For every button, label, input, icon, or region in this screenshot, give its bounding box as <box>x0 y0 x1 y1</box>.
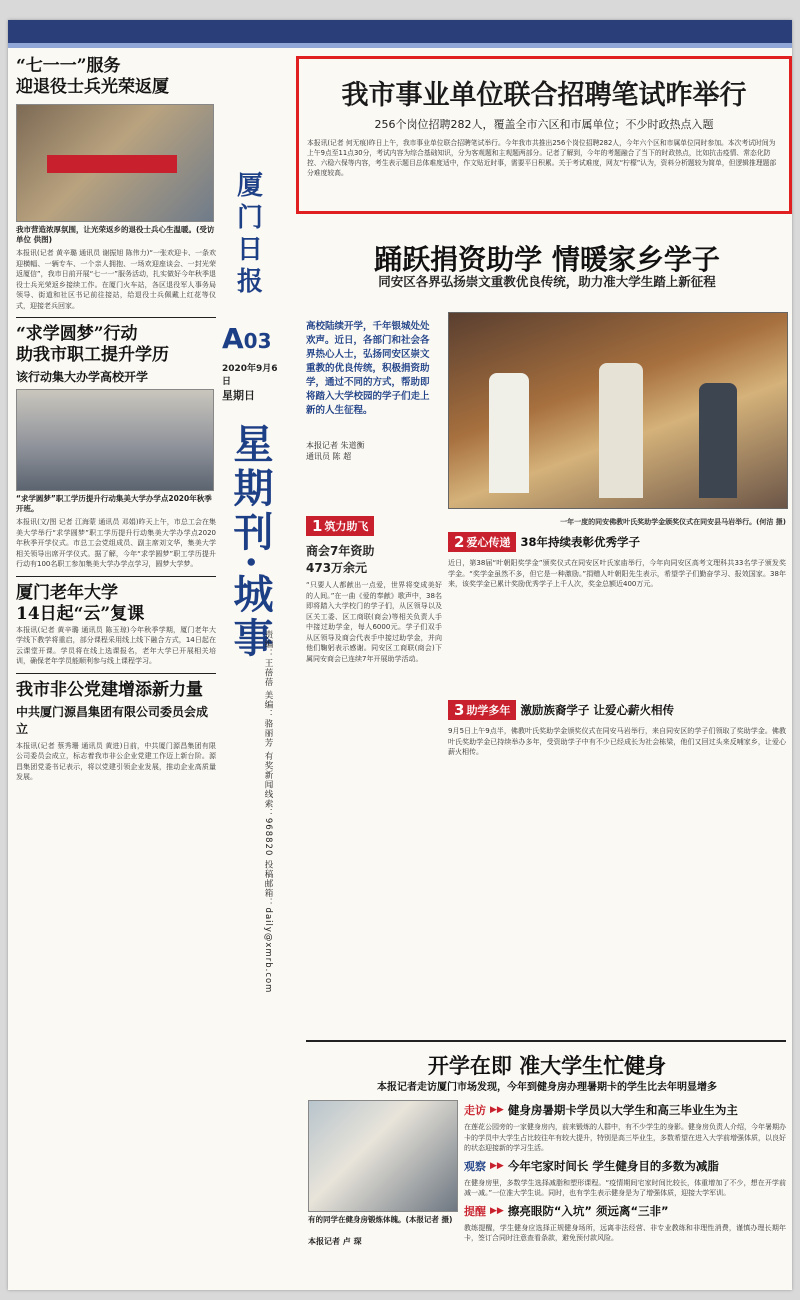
bottom-sec-2-header <box>464 1158 786 1174</box>
newspaper-logo: 厦门日报 <box>232 171 263 299</box>
photo-figure-center <box>599 363 643 498</box>
bottom-sec-3-header <box>464 1203 786 1219</box>
page-letter: A <box>222 322 244 355</box>
section-1-label-text: 筑力助飞 <box>324 520 369 533</box>
page-digits: 03 <box>243 329 272 353</box>
bottom-sections <box>464 1098 786 1244</box>
bottom-sec-3-tag: 提醒 <box>464 1204 486 1218</box>
article-study <box>16 324 216 570</box>
article-study-title-2: 助我市职工提升学历 <box>16 345 169 365</box>
section-3-body: 9月5日上午9点半，佛教叶氏奖助学金颁奖仪式在同安马岩举行，来自同安区的学子们领取了奖助学金。佛教叶氏奖助学金已持续举办多年，受资助学子中有不少已经成长为社会栋梁，他们又回过头来反哺家乡，让爱心薪火相传。 <box>448 727 786 756</box>
veterans-photo <box>16 104 214 222</box>
classroom-photo-caption: “求学圆梦”职工学历提升行动集美大学办学点2020年秋季开班。 <box>16 494 212 513</box>
bottom-sec-3-body: 教练提醒，学生健身应选择正规健身场所，远离非法经营、非专业教练和非理性消费，谨慎办理长期年卡，签订合同时注意查看条款，避免预付款风险。 <box>464 1223 786 1242</box>
award-photo-caption: 一年一度的同安佛教叶氏奖助学金颁奖仪式在同安县马岩举行。(何洁 摄) <box>560 518 786 526</box>
section-1-label <box>306 516 374 536</box>
divider <box>16 673 216 674</box>
article-party-title: 我市非公党建增添新力量 <box>16 679 203 700</box>
gym-photo-caption: 有的同学在健身房锻炼体魄。(本报记者 摄) <box>308 1215 453 1224</box>
bottom-sec-1-title: 健身房暑期卡学员以大学生和高三毕业生为主 <box>507 1103 738 1117</box>
section-3-headline: 激励族裔学子 让爱心薪火相传 <box>520 703 674 717</box>
elder-body: 本报讯(记者 黄辛璐 通讯员 陈玉琼)今年秋季学期，厦门老年大学线下教学将重启，部分课程采用线上线下融合方式，14日起在云课堂开课。学员将在线上选课报名，老年大学已开展相关培训，确保老年学员能顺利参与线上课程学习。 <box>16 625 216 665</box>
bottom-sec-1-body: 在莲花公园旁的一家健身房内，前来锻炼的人群中，有不少学生的身影。健身房负责人介绍，今年暑期办卡的学员中大学生占比较往年有较大提升，特别是高三毕业生，多数希望在进入大学前增强体质，以良好的状态迎接新的学习生活。 <box>464 1123 786 1152</box>
photo-figure-right <box>699 383 737 498</box>
section-2-number: 2 <box>454 533 465 551</box>
veterans-photo-caption: 我市营造浓厚氛围，让光荣返乡的退役士兵心生温暖。(受访单位 供图) <box>16 225 215 244</box>
feature-section-1 <box>306 516 442 664</box>
feature-lead: 高校陆续开学，千年银城处处欢声。近日，各部门和社会各界热心人士，弘扬同安区崇文重教的优良传统，积极捐资助学，通过不同的方式，帮助即将踏入大学校园的学子们走上新的人生征程。 <box>306 321 430 416</box>
article-study-subtitle: 该行动集大办学高校开学 <box>16 370 149 384</box>
bottom-sec-3-title: 擦亮眼防“入坑” 须远离“三非” <box>507 1203 669 1218</box>
top-story-body: 本报讯(记者 何无痕)昨日上午，我市事业单位联合招聘笔试举行。今年我市共推出256个岗位招聘282人，今年六个区和市属单位同时参加。本次考试时间为上午9点至11点30分，考试内容为综合基础知识，分为客观题和主观题两部分。记者了解到，今年的考题融合了当下的时政热点，比如抗击疫情、常态化防控、六稳六保等内容，考生表示题目总体难度适中，作文贴近时事，需要平日积累。关于考试难度，网友“柠檬”认为，资料分析题较为简单，但逻辑推理题部分难度较高。 <box>307 139 777 177</box>
section-1-body: “只要人人都献出一点爱，世界将变成美好的人间。”在一曲《爱的奉献》歌声中，38名即将踏入大学校门的学子们，从区领导以及区关工委、区工商联(商会)等相关负责人手中接过助学金，每人6000元。学子们双手从区领导及商会代表手中接过助学金，并向他们鞠躬表示感谢。同安区工商联(商会)下属同安商会已连续7年开展助学活动。 <box>306 581 442 663</box>
veterans-body: 本报讯(记者 黄辛璐 通讯员 谢振旭 陈伟力)“一张欢迎卡、一条欢迎横幅、一辆专车、一个亲人拥抱、一场欢迎座谈会、一封光荣返厦信”，我市日前开展“七一一”服务活动，扎实做好今年秋季退役士兵光荣返乡接续工作。在厦门火车站，各区退役军人事务局领导、街道和社区书记前往接站，给退役士兵佩戴上红花等仪式，迎接老兵回家。 <box>16 249 216 310</box>
section-title: 星期刊·城事 <box>227 423 274 661</box>
top-band-stripe <box>8 43 792 48</box>
section-3-label <box>448 700 516 720</box>
gym-photo <box>308 1100 458 1212</box>
feature-title: 踊跃捐资助学 情暖家乡学子 <box>374 243 720 276</box>
section-2-header <box>448 532 786 552</box>
top-story <box>296 56 792 214</box>
bottom-sec-1-header <box>464 1102 786 1118</box>
section-2-label <box>448 532 516 552</box>
bottom-divider <box>306 1040 786 1042</box>
bottom-sec-2-title: 今年宅家时间长 学生健身目的多数为减脂 <box>507 1158 719 1173</box>
article-elder-title: 厦门老年大学 <box>16 582 118 603</box>
divider <box>16 317 216 318</box>
section-3-header <box>448 700 786 720</box>
feature-reporter <box>306 440 438 462</box>
welcome-banner <box>47 155 177 173</box>
editor-credits: 责编：王蓓蓓 美编：骆丽芳 有奖新闻线索：968820 投稿邮箱：daily@xmrb.com <box>263 630 273 994</box>
section-3-number: 3 <box>454 701 465 719</box>
top-story-subtitle: 256个岗位招聘282人，覆盖全市六区和市属单位；不少时政热点入题 <box>374 118 714 131</box>
section-3-label-text: 助学多年 <box>466 704 511 717</box>
left-column <box>16 56 216 783</box>
article-party <box>16 680 216 783</box>
issue-weekday: 星期日 <box>222 389 255 402</box>
bottom-sec-2-body: 在健身房里，多数学生选择减脂和塑形课程。“疫情期间宅家时间比较长，体重增加了不少，想在开学前减一减。”一位准大学生说。同时，也有学生表示健身是为了增强体质，迎接大学军训。 <box>464 1178 786 1197</box>
feature-subtitle: 同安区各界弘扬崇文重教优良传统，助力准大学生踏上新征程 <box>378 274 716 289</box>
feature-correspondent: 通讯员 陈 超 <box>306 452 352 461</box>
divider <box>16 576 216 577</box>
article-party-subtitle: 中共厦门源昌集团有限公司委员会成立 <box>16 704 209 736</box>
article-elder-univ <box>16 583 216 667</box>
bottom-story-subtitle: 本报记者走访厦门市场发现，今年到健身房办理暑期卡的学生比去年明显增多 <box>377 1082 717 1093</box>
article-veterans-title: “七一一”服务 <box>16 56 121 76</box>
bottom-sec-1-tag: 走访 <box>464 1104 486 1117</box>
double-arrow-icon: ▶▶ <box>490 1205 504 1216</box>
bottom-sec-2-tag: 观察 <box>464 1159 486 1173</box>
section-1-number: 1 <box>312 517 323 535</box>
section-2-body: 近日，第38届“叶朝阳奖学金”颁奖仪式在同安区叶氏家庙举行，今年向同安区高考文理科共33名学子颁发奖学金。“奖学金虽然不多，但它是一种激励。”捐赠人叶朝阳先生表示，希望学子们勤奋学习、报效国家。38年来，该奖学金已累计奖励优秀学子上千人次，奖金总额近400万元。 <box>448 559 786 588</box>
section-1-headline: 商会7年资助 <box>306 544 375 558</box>
newspaper-page <box>8 20 792 1290</box>
top-band <box>8 20 792 48</box>
article-elder-title-2: 14日起“云”复课 <box>16 603 145 624</box>
study-body: 本报讯(文/图 记者 江海蒙 通讯员 邓娟)昨天上午，市总工会在集美大学举行“求学圆梦”职工学历提升行动集美大学办学点2020年秋季开学仪式。市总工会党组成员、副主席刘文华，集美大学相关领导出席开学仪式。据了解，今年“求学圆梦”职工学历提升行动有100名职工参加集美大学办学点学习，圆梦大学梦。 <box>16 518 216 568</box>
double-arrow-icon: ▶▶ <box>490 1105 504 1115</box>
section-1-headline-2: 473万余元 <box>306 561 368 575</box>
bottom-story-title: 开学在即 准大学生忙健身 <box>427 1053 667 1078</box>
classroom-photo <box>16 389 214 491</box>
feature-reporter-name: 本报记者 朱道衡 <box>306 441 365 450</box>
party-body: 本报讯(记者 蔡秀珊 通讯员 黄进)日前，中共厦门源昌集团有限公司委员会成立，标志着我市非公企业党建工作迈上新台阶。源昌集团党委书记表示，将以党建引领企业发展，推动企业高质量发展。 <box>16 741 216 781</box>
section-2-headline: 38年持续表彰优秀学子 <box>520 535 640 549</box>
feature-section-2 <box>448 532 786 590</box>
top-story-columns <box>299 138 789 178</box>
article-veterans <box>16 56 216 311</box>
section-2-label-text: 爱心传递 <box>466 536 511 549</box>
bottom-reporter: 本报记者 卢 琛 <box>308 1237 362 1246</box>
double-arrow-icon: ▶▶ <box>490 1160 504 1171</box>
award-ceremony-photo <box>448 312 788 509</box>
photo-figure-left <box>489 373 529 493</box>
top-story-title: 我市事业单位联合招聘笔试昨举行 <box>341 80 747 111</box>
feature-section-3 <box>448 700 786 758</box>
issue-date: 2020年9月6日 <box>222 364 278 387</box>
page-number <box>222 322 278 355</box>
masthead <box>222 160 278 1200</box>
article-veterans-title-2: 迎退役士兵光荣返厦 <box>16 77 169 97</box>
article-study-title: “求学圆梦”行动 <box>16 324 138 344</box>
